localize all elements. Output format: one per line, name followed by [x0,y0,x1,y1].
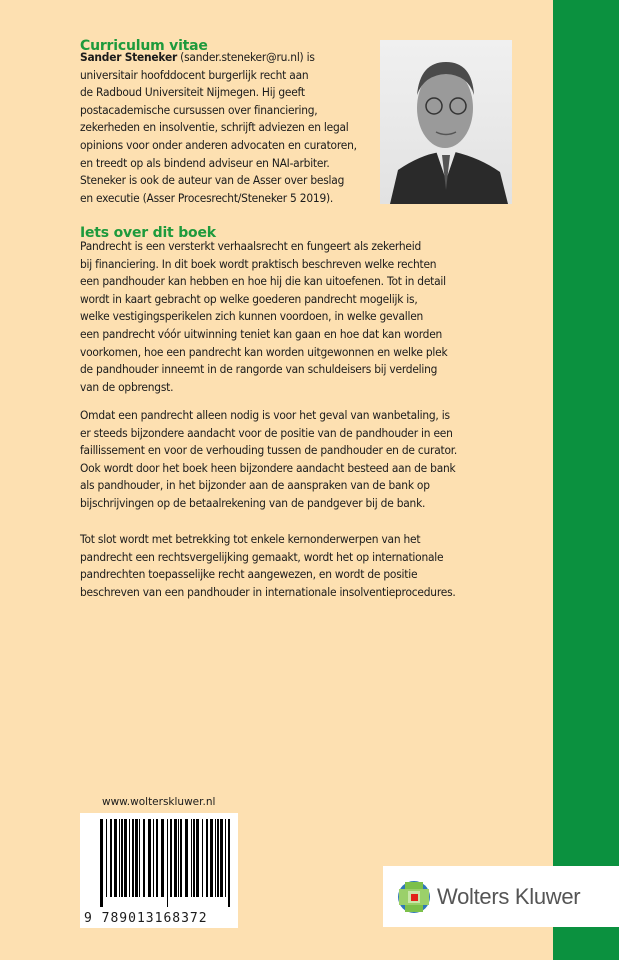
barcode-bar [139,819,140,897]
barcode-bar [121,819,123,897]
barcode-bar [191,819,192,897]
barcode-bar [202,819,203,897]
barcode-bar [148,819,151,897]
about-paragraph-2 [80,407,457,513]
barcode-bar [114,819,117,897]
about-heading: Iets over dit boek [80,225,216,241]
barcode-bar [217,819,219,897]
barcode-bar [210,819,213,897]
text-line: postacademische cursussen over financiering, [80,102,318,117]
isbn-lead-digit: 9 [84,911,93,926]
barcode-bar [178,819,179,897]
barcode-bar [132,819,134,897]
barcode-bar [225,819,226,897]
text-line: beschreven van een pandhouder in internationale insolventieprocedures. [80,584,456,599]
text-line: pandrecht een rechtsvergelijking gemaakt, wordt het op internationale [80,549,444,564]
barcode-bar [129,819,130,897]
barcode-bar [135,819,138,897]
barcode-bar [110,819,112,897]
barcode-bar [206,819,208,897]
about-paragraph-1 [80,238,447,396]
text-line: een pandhouder kan hebben en hoe hij die kan uitoefenen. Tot in detail [80,274,446,289]
barcode-bar [170,819,172,897]
text-line: en executie (Asser Procesrecht/Steneker 5 2019). [80,190,334,205]
text-line: de Radboud Universiteit Nijmegen. Hij geeft [80,85,305,100]
text-line: Tot slot wordt met betrekking tot enkele kernonderwerpen van het [80,532,421,546]
barcode-bar [100,819,103,907]
text-line: als pandhouder, in het bijzonder aan de aanspraken van de bank op [80,478,430,493]
wolters-kluwer-globe-icon [397,880,431,914]
author-photo [380,40,512,204]
isbn-digits: 789013168372 [101,911,208,926]
barcode-bar [119,819,120,897]
green-spine-strip [553,0,619,960]
barcode-bar [161,819,164,897]
text-line: een pandrecht vóór uitwinning teniet kan gaan en hoe dat kan worden [80,326,443,341]
text-line: pandrechten toepasselijke recht aangewezen, en wordt de positie [80,567,418,582]
text-line: opinions voor onder anderen advocaten en curatoren, [80,137,357,152]
barcode-bar [156,819,158,897]
text-line: voorkomen, hoe een pandrecht kan worden uitgewonnen en welke plek [80,344,448,359]
publisher-logo [383,866,619,927]
text-line: van de opbrengst. [80,379,174,394]
barcode-bar [167,819,168,907]
author-name: Sander Steneker [80,50,178,64]
barcode-bar [153,819,154,897]
barcode-bar [185,819,188,897]
text-line: welke vestigingsperikelen zich kunnen voordoen, in welke gevallen [80,309,424,324]
cv-line: (sander.steneker@ru.nl) is [177,50,315,64]
barcode-bar [124,819,127,897]
barcode-bar [196,819,199,897]
barcode-bar [106,819,107,897]
text-line: en treedt op als bindend adviseur en NAI-arbiter. [80,155,330,170]
barcode-bar [193,819,195,897]
text-line: universitair hoofddocent burgerlijk recht aan [80,67,309,82]
text-line: Steneker is ook de auteur van de Asser over beslag [80,173,345,188]
text-line: bij financiering. In dit boek wordt praktisch beschreven welke rechten [80,256,437,271]
text-line: Omdat een pandrecht alleen nodig is voor het geval van wanbetaling, is [80,408,450,422]
text-line: de pandhouder inneemt in de rangorde van schuldeisers bij verdeling [80,362,438,377]
cv-text [80,49,357,205]
text-line: zekerheden en insolventie, schrijft adviezen en legal [80,120,349,135]
text-line: er steeds bijzondere aandacht voor de positie van de pandhouder in een [80,425,453,440]
isbn-barcode [80,813,238,928]
publisher-url[interactable]: www.wolterskluwer.nl [102,796,216,808]
text-line: wordt in kaart gebracht op welke goederen pandrecht mogelijk is, [80,291,418,306]
barcode-bar [220,819,223,897]
barcode-bar [143,819,145,897]
text-line: Ook wordt door het boek heen bijzondere aandacht besteed aan de bank [80,460,456,475]
text-line: faillissement en voor de verhouding tussen de pandhouder en de curator. [80,443,458,458]
about-paragraph-3 [80,531,456,601]
barcode-bar [180,819,182,897]
text-line: Pandrecht is een versterkt verhaalsrecht en fungeert als zekerheid [80,239,422,253]
barcode-bar [228,819,230,907]
barcode-bar [215,819,216,897]
cv-heading: Curriculum vitae [80,38,208,54]
text-line: bijschrijvingen op de betaalrekening van de pandgever bij de bank. [80,495,426,510]
publisher-name: Wolters Kluwer [437,883,581,909]
barcode-bar [174,819,177,897]
